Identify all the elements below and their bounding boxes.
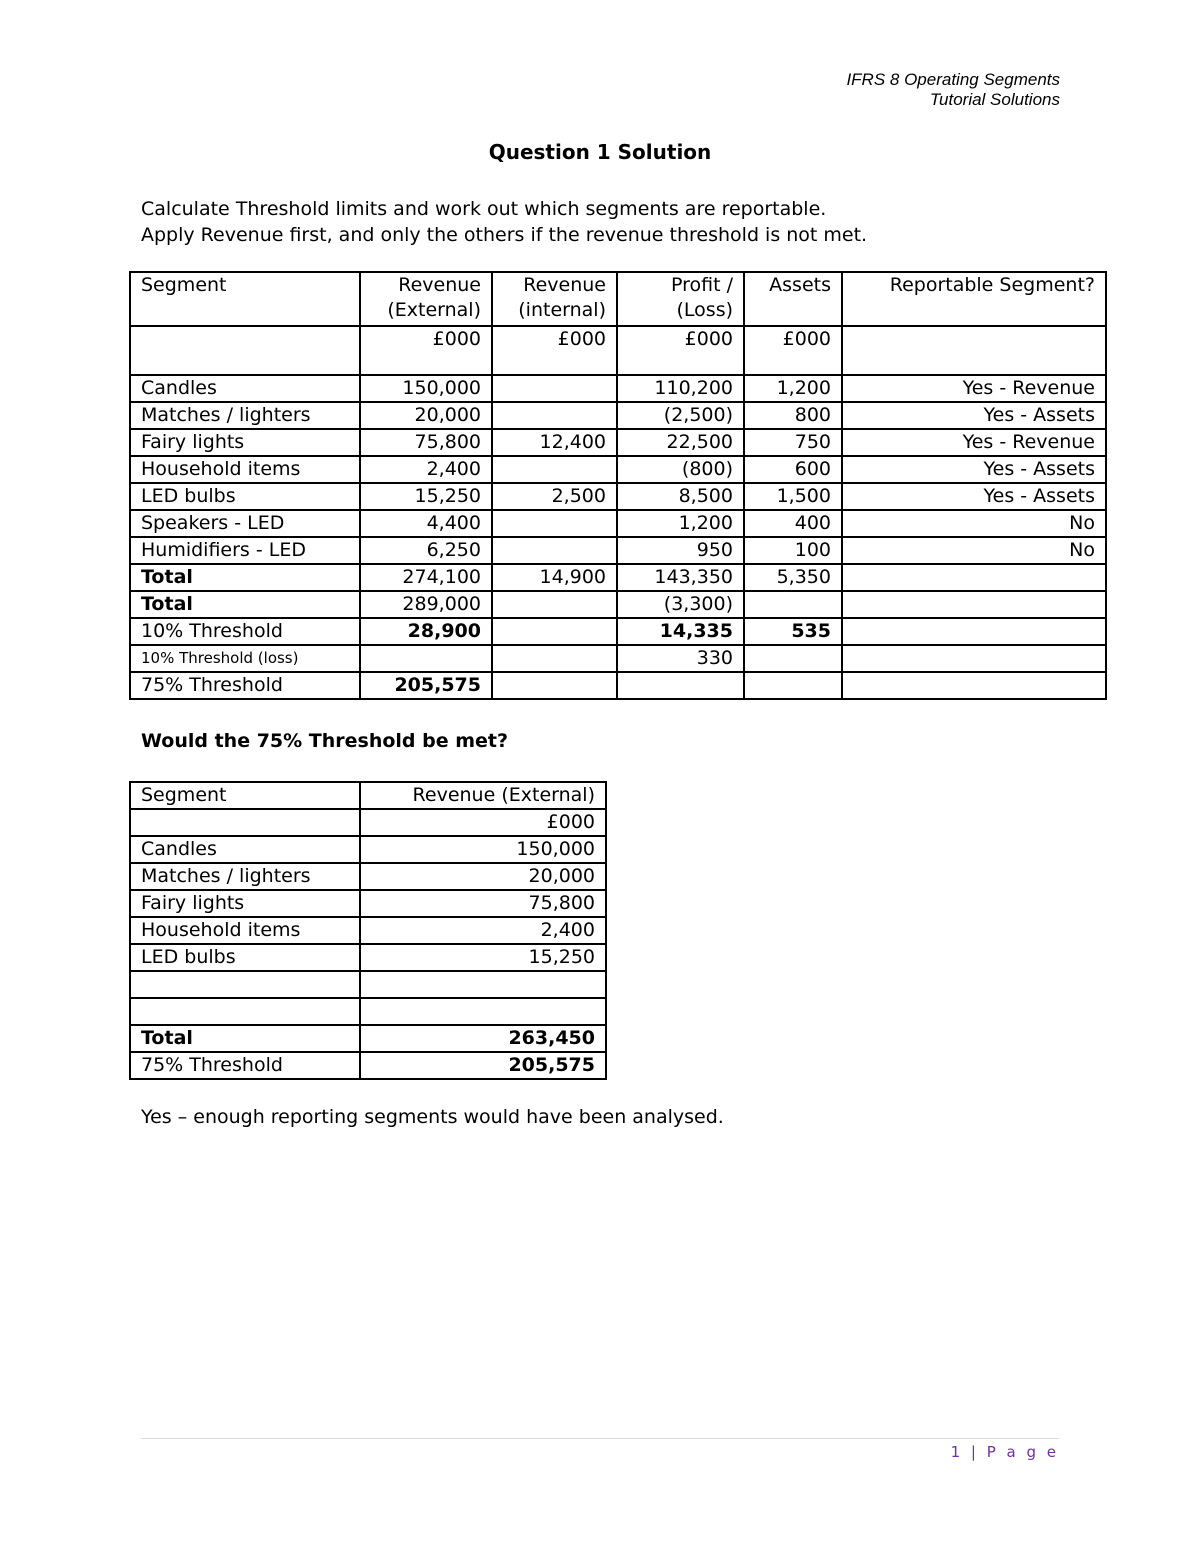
table-header-row xyxy=(130,272,1106,326)
profit-loss: (800) xyxy=(617,456,744,483)
reportable: Yes - Revenue xyxy=(842,375,1106,402)
header-title: IFRS 8 Operating Segments xyxy=(846,70,1060,89)
unit-cell: £000 xyxy=(744,326,842,375)
profit-loss: 1,200 xyxy=(617,510,744,537)
header-revenue-external: Revenue (External) xyxy=(360,782,606,809)
revenue-external: 150,000 xyxy=(360,375,492,402)
segment-name: Matches / lighters xyxy=(130,402,360,429)
table-row xyxy=(130,537,1106,564)
revenue-internal: 12,400 xyxy=(492,429,617,456)
table-cell xyxy=(130,809,360,836)
threshold-10-loss-row xyxy=(130,645,1106,672)
segment-name: Household items xyxy=(130,456,360,483)
combined-total-row xyxy=(130,591,1106,618)
revenue-external: 4,400 xyxy=(360,510,492,537)
table-cell xyxy=(744,672,842,699)
total-label: Total xyxy=(130,591,360,618)
segment-name: LED bulbs xyxy=(130,944,360,971)
segment-name: Humidifiers - LED xyxy=(130,537,360,564)
revenue-external: 15,250 xyxy=(360,944,606,971)
table-cell xyxy=(744,645,842,672)
total-profit: 143,350 xyxy=(617,564,744,591)
threshold-label: 75% Threshold xyxy=(130,672,360,699)
table-cell xyxy=(492,591,617,618)
revenue-external: 2,400 xyxy=(360,456,492,483)
revenue-internal xyxy=(492,456,617,483)
profit-loss: 950 xyxy=(617,537,744,564)
units-row xyxy=(130,326,1106,375)
profit-loss: 8,500 xyxy=(617,483,744,510)
table-header-row xyxy=(130,782,606,809)
profit-loss: 22,500 xyxy=(617,429,744,456)
table-cell xyxy=(842,618,1106,645)
segment-name: Fairy lights xyxy=(130,890,360,917)
total-revenue-external: 274,100 xyxy=(360,564,492,591)
revenue-internal xyxy=(492,510,617,537)
table-row xyxy=(130,429,1106,456)
table-row xyxy=(130,836,606,863)
total-label: Total xyxy=(130,1025,360,1052)
header-assets: Assets xyxy=(744,272,842,326)
revenue-external: 2,400 xyxy=(360,917,606,944)
table-cell xyxy=(360,998,606,1025)
revenue-external: 15,250 xyxy=(360,483,492,510)
unit-cell: £000 xyxy=(617,326,744,375)
assets: 400 xyxy=(744,510,842,537)
segment-name: Candles xyxy=(130,375,360,402)
table-row xyxy=(130,483,1106,510)
combined-revenue: 289,000 xyxy=(360,591,492,618)
footer-divider xyxy=(141,1438,1059,1439)
total-row xyxy=(130,564,1106,591)
segment-name: Fairy lights xyxy=(130,429,360,456)
table-row xyxy=(130,890,606,917)
threshold-profit: 14,335 xyxy=(617,618,744,645)
segment-name: Matches / lighters xyxy=(130,863,360,890)
reportable: No xyxy=(842,510,1106,537)
table-row xyxy=(130,917,606,944)
table-cell xyxy=(617,672,744,699)
assets: 1,500 xyxy=(744,483,842,510)
reportable: No xyxy=(842,537,1106,564)
table-row xyxy=(130,375,1106,402)
question-heading: Would the 75% Threshold be met? xyxy=(141,730,509,752)
table-row xyxy=(130,510,1106,537)
table-row xyxy=(130,944,606,971)
table-cell xyxy=(492,618,617,645)
intro-line-1: Calculate Threshold limits and work out which segments are reportable. xyxy=(141,198,827,220)
revenue-external: 20,000 xyxy=(360,863,606,890)
table-cell xyxy=(842,326,1106,375)
threshold-label: 10% Threshold xyxy=(130,618,360,645)
total-row xyxy=(130,1025,606,1052)
header-segment: Segment xyxy=(130,782,360,809)
table-row xyxy=(130,863,606,890)
empty-row xyxy=(130,998,606,1025)
revenue-external: 75,800 xyxy=(360,890,606,917)
revenue-external: 75,800 xyxy=(360,429,492,456)
profit-loss: 110,200 xyxy=(617,375,744,402)
assets: 750 xyxy=(744,429,842,456)
page-title: Question 1 Solution xyxy=(488,140,712,164)
revenue-internal xyxy=(492,375,617,402)
reportable: Yes - Assets xyxy=(842,456,1106,483)
segment-name: Candles xyxy=(130,836,360,863)
revenue-internal xyxy=(492,537,617,564)
table-cell xyxy=(842,564,1106,591)
document-header xyxy=(846,70,1060,110)
reportable: Yes - Revenue xyxy=(842,429,1106,456)
threshold-75-value: 205,575 xyxy=(360,672,492,699)
table-cell xyxy=(842,591,1106,618)
header-subtitle: Tutorial Solutions xyxy=(929,90,1060,109)
intro-line-2: Apply Revenue first, and only the others if the revenue threshold is not met. xyxy=(141,224,868,246)
segment-name: Household items xyxy=(130,917,360,944)
threshold-loss-label: 10% Threshold (loss) xyxy=(130,645,360,672)
empty-row xyxy=(130,971,606,998)
segment-name: Speakers - LED xyxy=(130,510,360,537)
header-revenue-external: Revenue (External) xyxy=(360,272,492,326)
segment-name: LED bulbs xyxy=(130,483,360,510)
table-cell xyxy=(744,591,842,618)
threshold-loss-value: 330 xyxy=(617,645,744,672)
segments-threshold-table xyxy=(129,271,1107,700)
header-segment: Segment xyxy=(130,272,360,326)
threshold-revenue: 28,900 xyxy=(360,618,492,645)
total-assets: 5,350 xyxy=(744,564,842,591)
page-number: 1 | P a g e xyxy=(950,1443,1059,1461)
table-cell xyxy=(360,971,606,998)
profit-loss: (2,500) xyxy=(617,402,744,429)
table-cell xyxy=(492,672,617,699)
table-cell xyxy=(360,645,492,672)
assets: 600 xyxy=(744,456,842,483)
total-revenue-internal: 14,900 xyxy=(492,564,617,591)
revenue-external: 6,250 xyxy=(360,537,492,564)
revenue-internal xyxy=(492,402,617,429)
units-row xyxy=(130,809,606,836)
unit-cell: £000 xyxy=(492,326,617,375)
table-row xyxy=(130,456,1106,483)
table-cell xyxy=(492,645,617,672)
table-cell xyxy=(130,998,360,1025)
assets: 100 xyxy=(744,537,842,564)
reportable: Yes - Assets xyxy=(842,483,1106,510)
threshold-value: 205,575 xyxy=(360,1052,606,1079)
unit-cell: £000 xyxy=(360,809,606,836)
threshold-75-row xyxy=(130,1052,606,1079)
revenue-external: 150,000 xyxy=(360,836,606,863)
intro-text xyxy=(141,196,867,248)
table-cell xyxy=(130,971,360,998)
table-row xyxy=(130,402,1106,429)
header-profit-loss: Profit / (Loss) xyxy=(617,272,744,326)
threshold-75-row xyxy=(130,672,1106,699)
table-cell xyxy=(842,672,1106,699)
threshold-check-table xyxy=(129,781,607,1080)
header-reportable: Reportable Segment? xyxy=(842,272,1106,326)
total-label: Total xyxy=(130,564,360,591)
unit-cell: £000 xyxy=(360,326,492,375)
revenue-external: 20,000 xyxy=(360,402,492,429)
total-loss: (3,300) xyxy=(617,591,744,618)
reportable: Yes - Assets xyxy=(842,402,1106,429)
assets: 1,200 xyxy=(744,375,842,402)
table-cell xyxy=(130,326,360,375)
revenue-internal: 2,500 xyxy=(492,483,617,510)
threshold-label: 75% Threshold xyxy=(130,1052,360,1079)
assets: 800 xyxy=(744,402,842,429)
conclusion-text: Yes – enough reporting segments would have been analysed. xyxy=(141,1106,724,1128)
threshold-10-row xyxy=(130,618,1106,645)
header-revenue-internal: Revenue (internal) xyxy=(492,272,617,326)
threshold-assets: 535 xyxy=(744,618,842,645)
total-value: 263,450 xyxy=(360,1025,606,1052)
table-cell xyxy=(842,645,1106,672)
